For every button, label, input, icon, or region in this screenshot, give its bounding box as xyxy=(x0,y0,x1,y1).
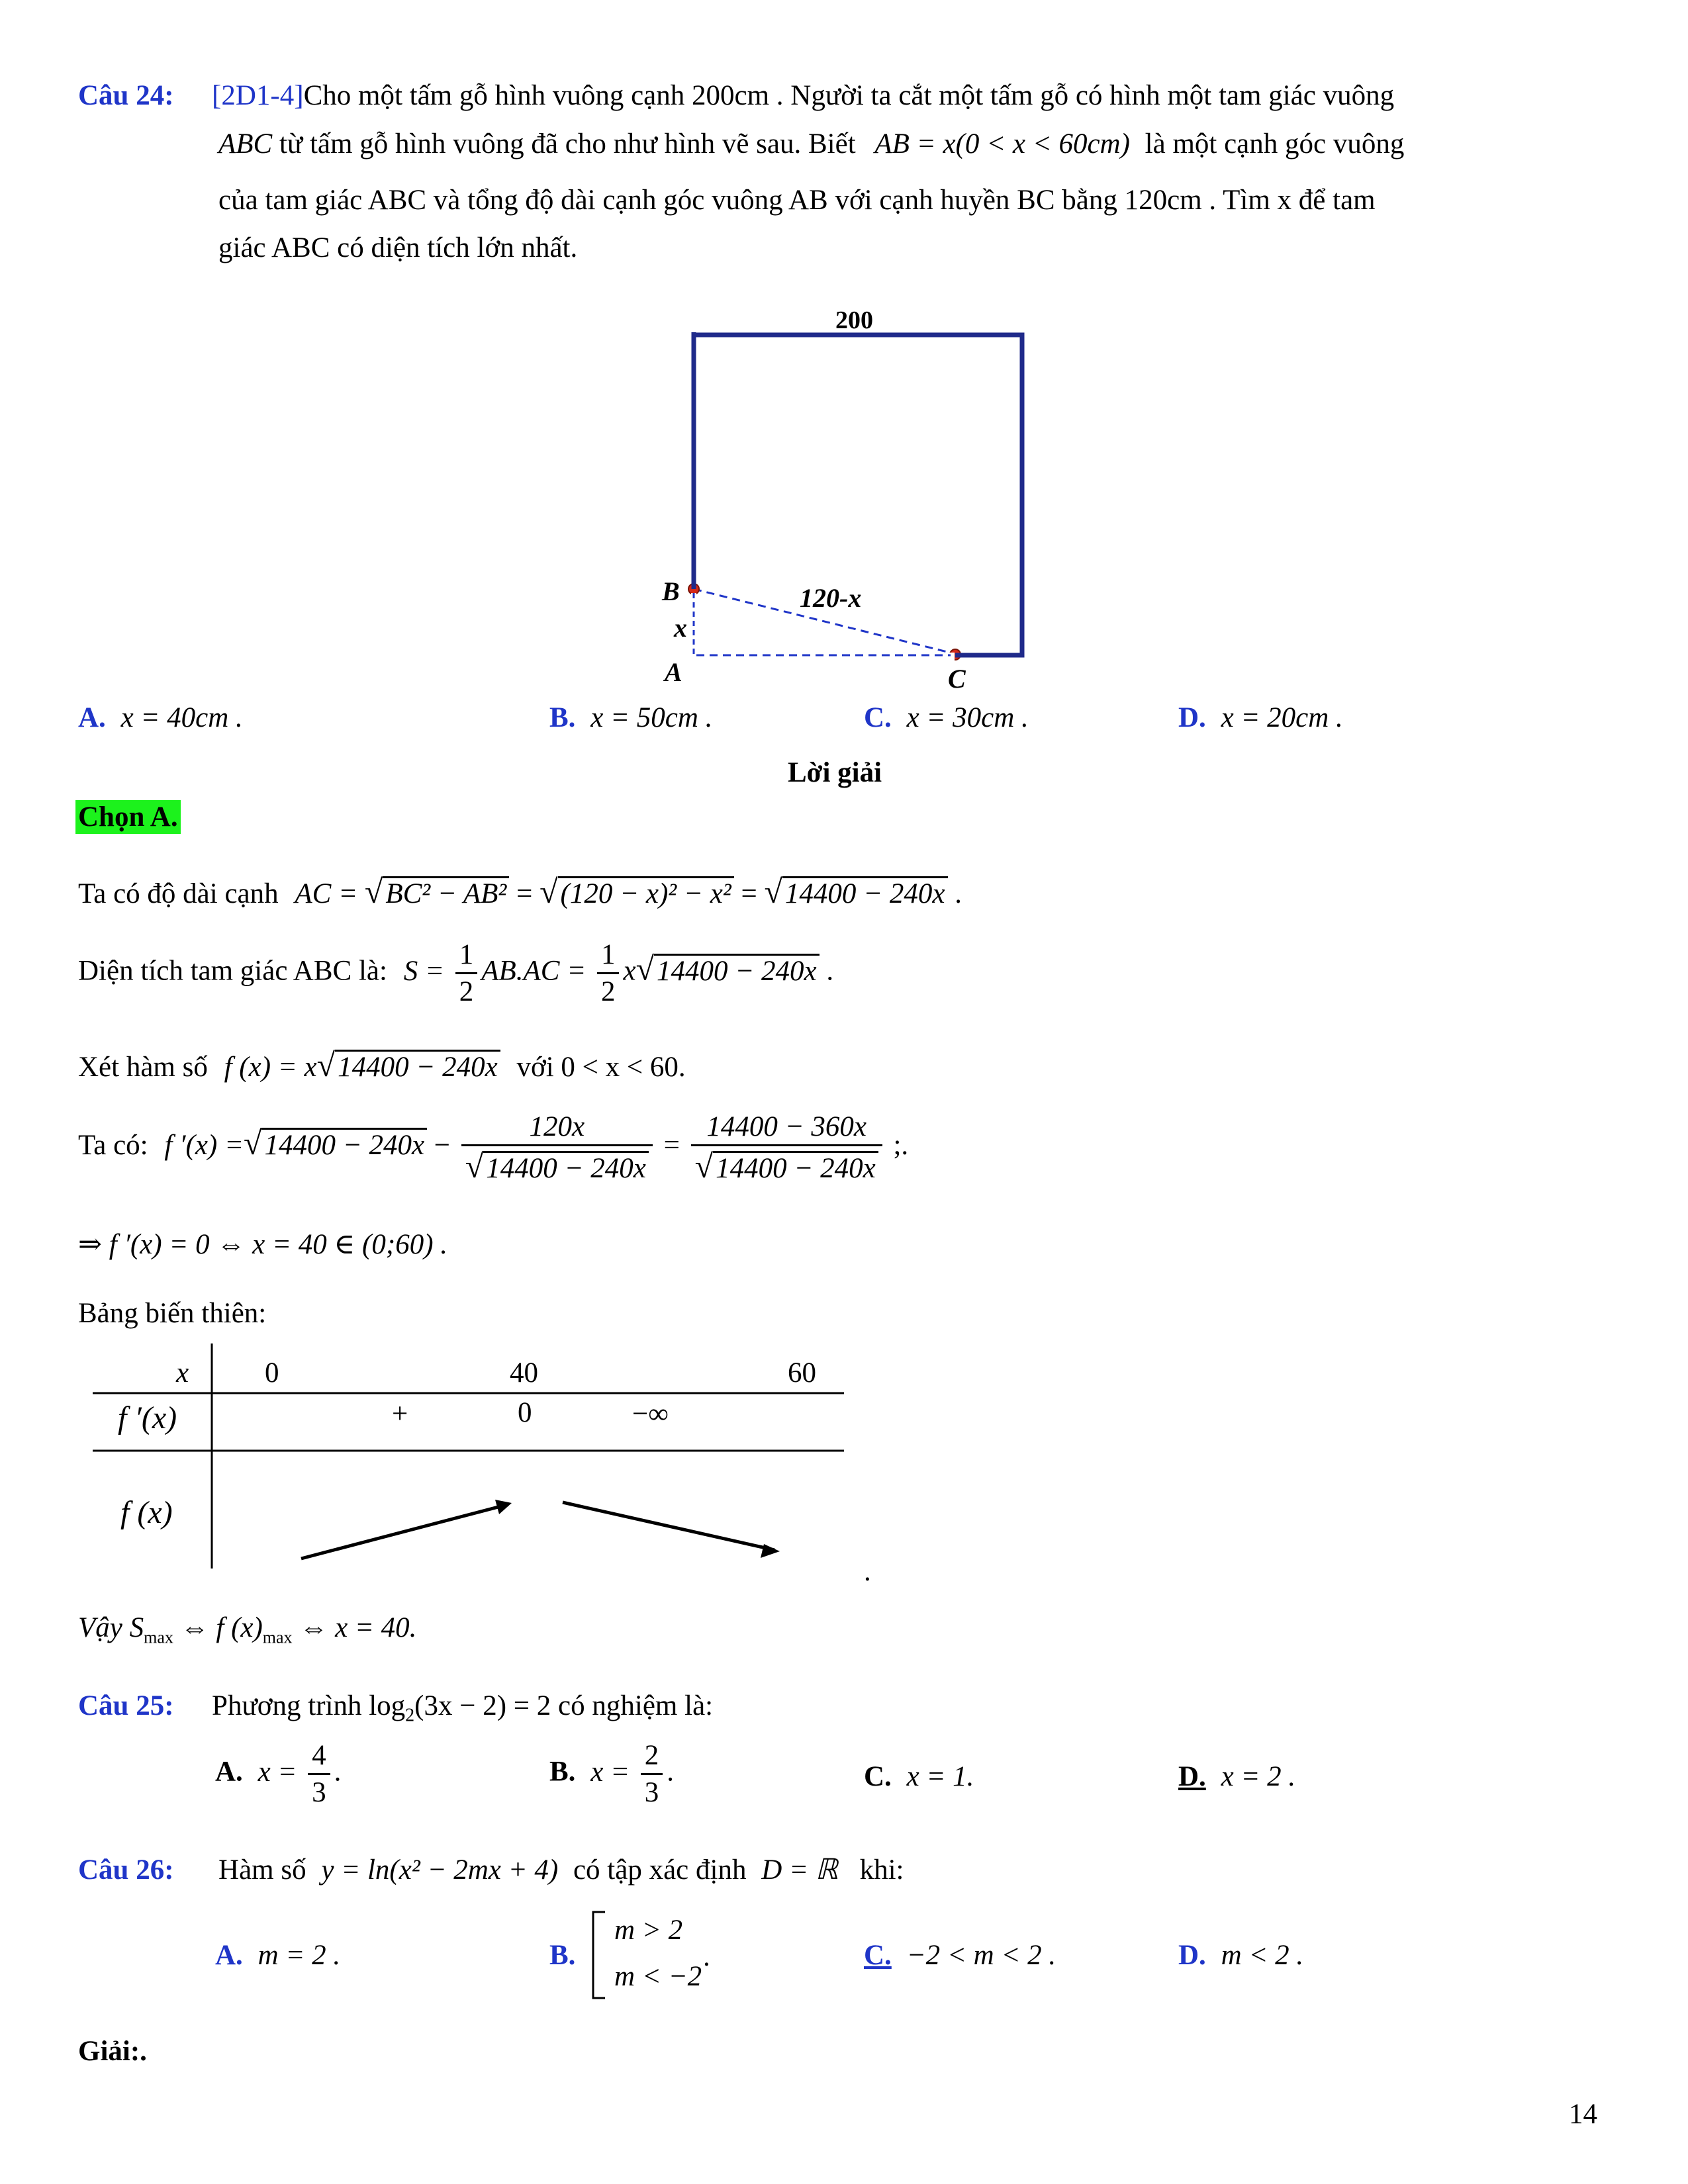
q26-option-b-top: m > 2 xyxy=(614,1915,683,1946)
q25-stem: Câu 25: Phương trình $\log_2(3x - 2) = 2$ có nghiệm là: xyxy=(78,1690,714,1726)
variation-table xyxy=(93,1343,854,1575)
solution-line-derivative: Ta có: f ′(x) =√14400 − 240x − $\frac{120x}{√14400 - 240x}$ = $\frac{14400 - 360x}{√14400 - 240x}$ ;. xyxy=(78,1111,909,1185)
q24-option-c[interactable]: C. x = 30cm . xyxy=(864,702,1029,733)
solution-title: Lời giải xyxy=(788,757,882,788)
increasing-arrow xyxy=(301,1504,508,1559)
q26-option-c[interactable]: C. −2 < m < 2 . xyxy=(864,1940,1056,1971)
q24-option-a[interactable]: A. x = 40cm . xyxy=(78,702,243,733)
q26-option-b-dot: . xyxy=(703,1941,710,1972)
table-header-0: 0 xyxy=(265,1357,279,1388)
label-x: x xyxy=(674,613,687,643)
table-fprime-minf: −∞ xyxy=(632,1398,669,1430)
table-fprime-zero: 0 xyxy=(518,1397,532,1428)
solution-line-area: Diện tích tam giác ABC là: S = $\frac{1}{2}$ AB.AC = $\frac{1}{2}$ x√14400 − 240x . xyxy=(78,939,834,1008)
question-label: Câu 25: xyxy=(78,1690,174,1721)
q24-option-d[interactable]: D. x = 20cm . xyxy=(1178,702,1343,733)
q26-stem: Câu 26: Hàm số y = ln(x² − 2mx + 4) có tập xác định D = ℝ khi: xyxy=(78,1854,904,1886)
page-number: 14 xyxy=(1569,2099,1597,2130)
q25-option-c[interactable]: C. x = 1. xyxy=(864,1761,974,1792)
trailing-dot: . xyxy=(864,1556,871,1587)
giai-heading: Giải:. xyxy=(78,2036,147,2067)
label-200: 200 xyxy=(835,306,873,334)
table-header-60: 60 xyxy=(788,1357,816,1388)
question-tag: [2D1-4] xyxy=(212,80,304,111)
question-text: Cho một tấm gỗ hình vuông cạnh 200cm . Người ta cắt một tấm gỗ có hình một tam giác vuông xyxy=(303,80,1395,111)
label-point-b: B xyxy=(662,576,680,606)
q25-option-d[interactable]: D. x = 2 . xyxy=(1178,1761,1296,1792)
decreasing-arrowhead xyxy=(761,1544,780,1558)
q26-option-d[interactable]: D. m < 2 . xyxy=(1178,1940,1304,1971)
question-label: Câu 26: xyxy=(78,1854,174,1886)
question-label: Câu 24: xyxy=(78,80,174,111)
solution-line-ac: Ta có độ dài cạnh AC = √BC² − AB² = √(120 − x)² − x² = √14400 − 240x . xyxy=(78,873,962,910)
q25-option-b[interactable]: B. x = $\frac{2}{3}$ . xyxy=(549,1740,675,1809)
label-point-a: A xyxy=(665,657,682,687)
label-point-c: C xyxy=(948,664,966,694)
answer-choice: Chọn A. xyxy=(75,801,181,833)
table-header-40: 40 xyxy=(510,1357,538,1388)
table-row-fprime: f ′(x) xyxy=(118,1400,177,1435)
square-figure xyxy=(635,291,1072,715)
table-row-f: f (x) xyxy=(120,1495,173,1530)
table-fprime-plus: + xyxy=(392,1398,408,1430)
q24-line2: ABC từ tấm gỗ hình vuông đã cho như hình vẽ sau. Biết AB = x(0 < x < 60cm) là một cạnh góc vuông xyxy=(218,128,1405,159)
label-120-x: 120-x xyxy=(800,583,862,613)
q25-option-a[interactable]: A. x = $\frac{4}{3}$ . xyxy=(215,1740,342,1809)
q24-line4: giác ABC có diện tích lớn nhất. xyxy=(218,232,578,263)
q26-option-b-bracket xyxy=(589,1909,609,2002)
q24-line1 xyxy=(78,79,1394,112)
solution-line-critical: ⇒ f ′(x) = 0 ⇔ x = 40 ∈ (0;60) . xyxy=(78,1229,448,1260)
q24-option-b[interactable]: B. x = 50cm . xyxy=(549,702,713,733)
variation-table-title: Bảng biến thiên: xyxy=(78,1298,267,1329)
decreasing-arrow xyxy=(563,1502,774,1550)
solution-line-function: Xét hàm số f (x) = x√14400 − 240x với 0 < x < 60. xyxy=(78,1046,686,1083)
solution-conclusion: Vậy $S_{max}$ ⇔ f $(x)_{max}$ ⇔ x = 40. xyxy=(78,1612,417,1647)
q26-option-b-bottom: m < −2 xyxy=(614,1961,702,1992)
q24-line3: của tam giác ABC và tổng độ dài cạnh góc vuông AB với cạnh huyền BC bằng 120cm . Tìm x để tam xyxy=(218,185,1376,216)
q26-option-a[interactable]: A. m = 2 . xyxy=(215,1940,341,1971)
increasing-arrowhead xyxy=(495,1500,512,1514)
q26-option-b[interactable]: B. xyxy=(549,1940,576,1971)
table-header-x: x xyxy=(176,1357,189,1388)
